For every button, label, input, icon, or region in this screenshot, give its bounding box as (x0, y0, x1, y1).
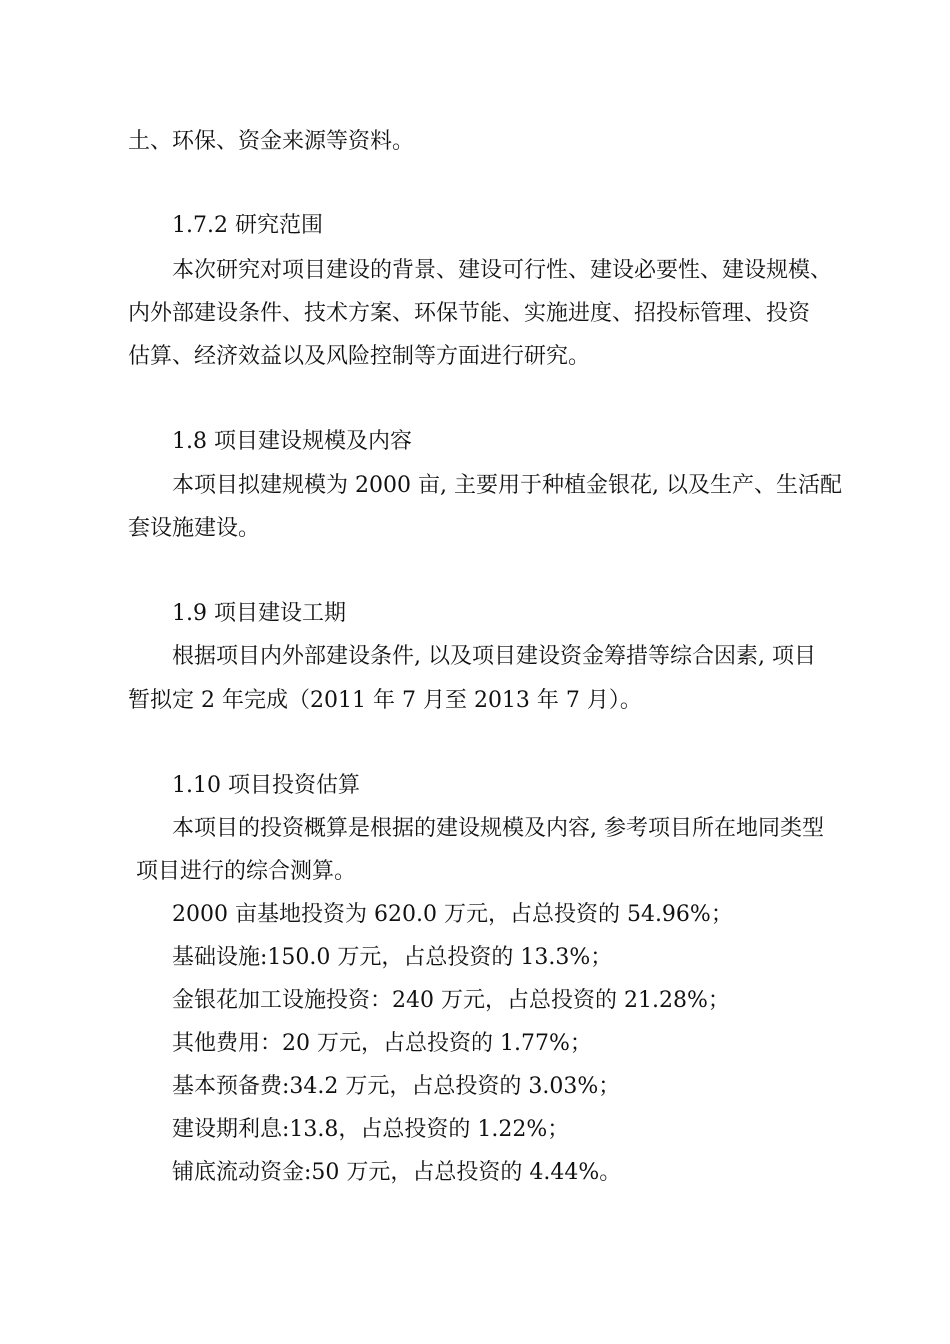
section-1-8-heading: 1.8 项目建设规模及内容 (172, 429, 412, 454)
section-1-7-2-heading: 1.7.2 研究范围 (172, 213, 323, 238)
investment-item-infrastructure: 基础设施:150.0 万元，占总投资的 13.3%； (172, 945, 613, 970)
section-1-9-heading: 1.9 项目建设工期 (172, 601, 346, 626)
investment-item-reserve: 基本预备费:34.2 万元，占总投资的 3.03%； (172, 1074, 621, 1099)
investment-item-working-capital: 铺底流动资金:50 万元，占总投资的 4.44%。 (172, 1160, 622, 1185)
section-1-9-line-1: 根据项目内外部建设条件, 以及项目建设资金筹措等综合因素, 项目 (172, 644, 816, 669)
section-1-10-heading: 1.10 项目投资估算 (172, 773, 360, 798)
investment-item-base: 2000 亩基地投资为 620.0 万元，占总投资的 54.96%； (172, 902, 733, 927)
section-1-10-line-1: 本项目的投资概算是根据的建设规模及内容, 参考项目所在地同类型 (172, 816, 824, 841)
investment-item-processing: 金银花加工设施投资：240 万元，占总投资的 21.28%； (172, 988, 730, 1013)
investment-item-interest: 建设期利息:13.8，占总投资的 1.22%； (172, 1117, 570, 1142)
section-1-7-2-line-3: 估算、经济效益以及风险控制等方面进行研究。 (128, 344, 591, 369)
section-1-7-2-line-2: 内外部建设条件、技术方案、环保节能、实施进度、招投标管理、投资 (128, 301, 811, 326)
section-1-8-line-2: 套设施建设。 (128, 516, 261, 541)
intro-tail-text: 土、环保、资金来源等资料。 (128, 129, 415, 154)
section-1-9-line-2: 暂拟定 2 年完成（2011 年 7 月至 2013 年 7 月）。 (128, 688, 642, 713)
section-1-10-line-2: 项目进行的综合测算。 (136, 859, 357, 884)
section-1-7-2-line-1: 本次研究对项目建设的背景、建设可行性、建设必要性、建设规模、 (172, 258, 833, 283)
investment-item-other-fees: 其他费用：20 万元，占总投资的 1.77%； (172, 1031, 592, 1056)
section-1-8-line-1: 本项目拟建规模为 2000 亩, 主要用于种植金银花, 以及生产、生活配 (172, 473, 842, 498)
